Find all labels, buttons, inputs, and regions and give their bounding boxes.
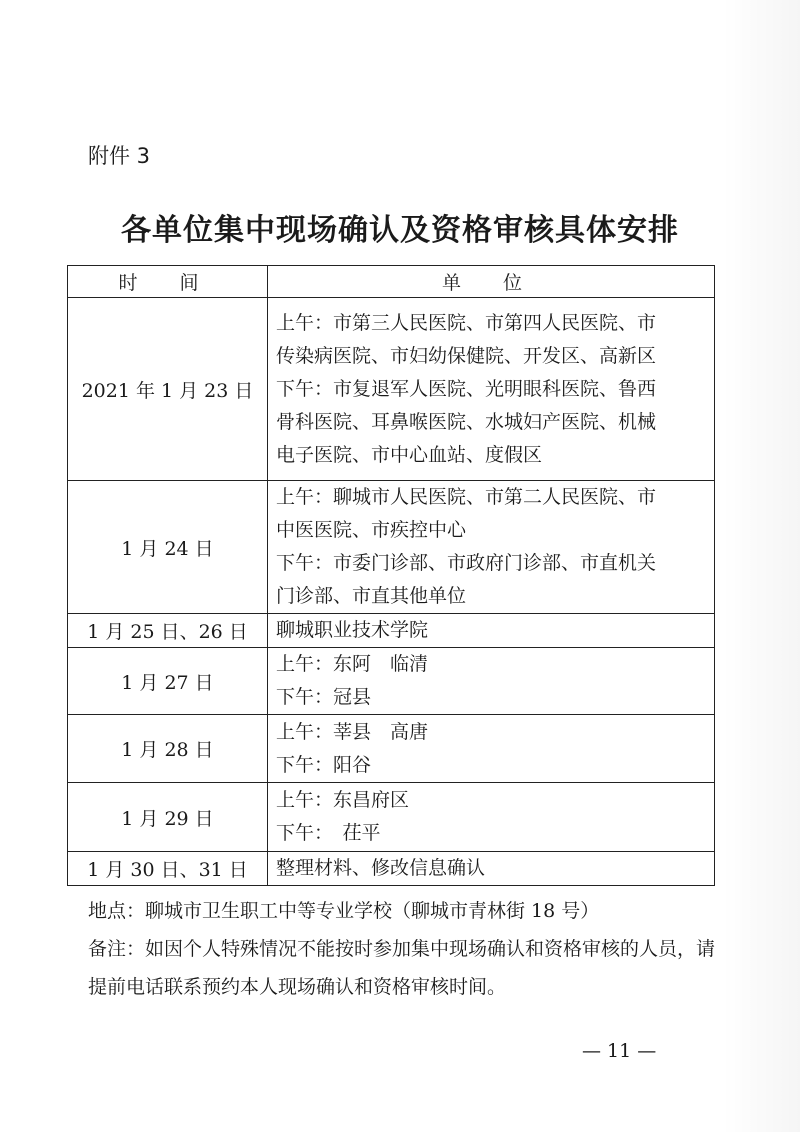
page-edge-shade bbox=[722, 0, 800, 1132]
unit-line: 上午：莘县 高唐 bbox=[276, 720, 429, 743]
unit-line: 中医医院、市疾控中心 bbox=[276, 519, 467, 541]
row-units bbox=[268, 298, 715, 481]
row-time: 1 月 27 日 bbox=[68, 648, 268, 715]
unit-line: 下午：冠县 bbox=[276, 686, 372, 708]
row-units bbox=[268, 783, 715, 852]
remark-note: 备注：如因个人特殊情况不能按时参加集中现场确认和资格审核的人员，请提前电话联系预约本人现场确认和资格审核时间。 bbox=[88, 938, 716, 998]
table-row bbox=[68, 852, 715, 886]
header-time: 时 间 bbox=[68, 266, 268, 298]
unit-line: 下午：市委门诊部、市政府门诊部、市直机关 bbox=[276, 552, 657, 574]
row-time: 1 月 24 日 bbox=[68, 481, 268, 614]
unit-line: 下午： 茌平 bbox=[276, 822, 381, 844]
row-time: 2021 年 1 月 23 日 bbox=[68, 298, 268, 481]
table-row bbox=[68, 783, 715, 852]
table-header-row bbox=[68, 266, 715, 298]
unit-line: 门诊部、市直其他单位 bbox=[276, 585, 467, 607]
row-units bbox=[268, 648, 715, 715]
unit-line: 聊城职业技术学院 bbox=[276, 619, 429, 641]
header-unit: 单 位 bbox=[268, 266, 715, 298]
table-row bbox=[68, 481, 715, 614]
row-time: 1 月 29 日 bbox=[68, 783, 268, 852]
attachment-label: 附件 3 bbox=[88, 144, 151, 168]
schedule-body bbox=[68, 298, 715, 886]
schedule-table bbox=[67, 265, 715, 886]
page-number: — 11 — bbox=[582, 1040, 657, 1062]
unit-line: 上午：市第三人民医院、市第四人民医院、市 bbox=[276, 311, 657, 334]
row-units bbox=[268, 715, 715, 783]
table-row bbox=[68, 715, 715, 783]
unit-line: 下午：阳谷 bbox=[276, 753, 372, 776]
unit-line: 下午：市复退军人医院、光明眼科医院、鲁西 bbox=[276, 377, 657, 400]
row-time: 1 月 25 日、26 日 bbox=[68, 614, 268, 648]
table-row bbox=[68, 614, 715, 648]
unit-line: 电子医院、市中心血站、度假区 bbox=[276, 443, 543, 466]
unit-line: 上午：东昌府区 bbox=[276, 789, 410, 811]
row-units bbox=[268, 481, 715, 614]
unit-line: 传染病医院、市妇幼保健院、开发区、高新区 bbox=[276, 344, 657, 367]
row-units bbox=[268, 614, 715, 648]
row-units bbox=[268, 852, 715, 886]
row-time: 1 月 30 日、31 日 bbox=[68, 852, 268, 886]
unit-line: 上午：聊城市人民医院、市第二人民医院、市 bbox=[276, 486, 657, 508]
table-row bbox=[68, 298, 715, 481]
unit-line: 上午：东阿 临清 bbox=[276, 653, 429, 675]
notes bbox=[88, 900, 718, 1006]
unit-line: 整理材料、修改信息确认 bbox=[276, 857, 486, 879]
table-row bbox=[68, 648, 715, 715]
document-title: 各单位集中现场确认及资格审核具体安排 bbox=[121, 213, 679, 248]
row-time: 1 月 28 日 bbox=[68, 715, 268, 783]
location-note: 地点：聊城市卫生职工中等专业学校（聊城市青林街 18 号） bbox=[88, 900, 600, 922]
unit-line: 骨科医院、耳鼻喉医院、水城妇产医院、机械 bbox=[276, 410, 657, 433]
